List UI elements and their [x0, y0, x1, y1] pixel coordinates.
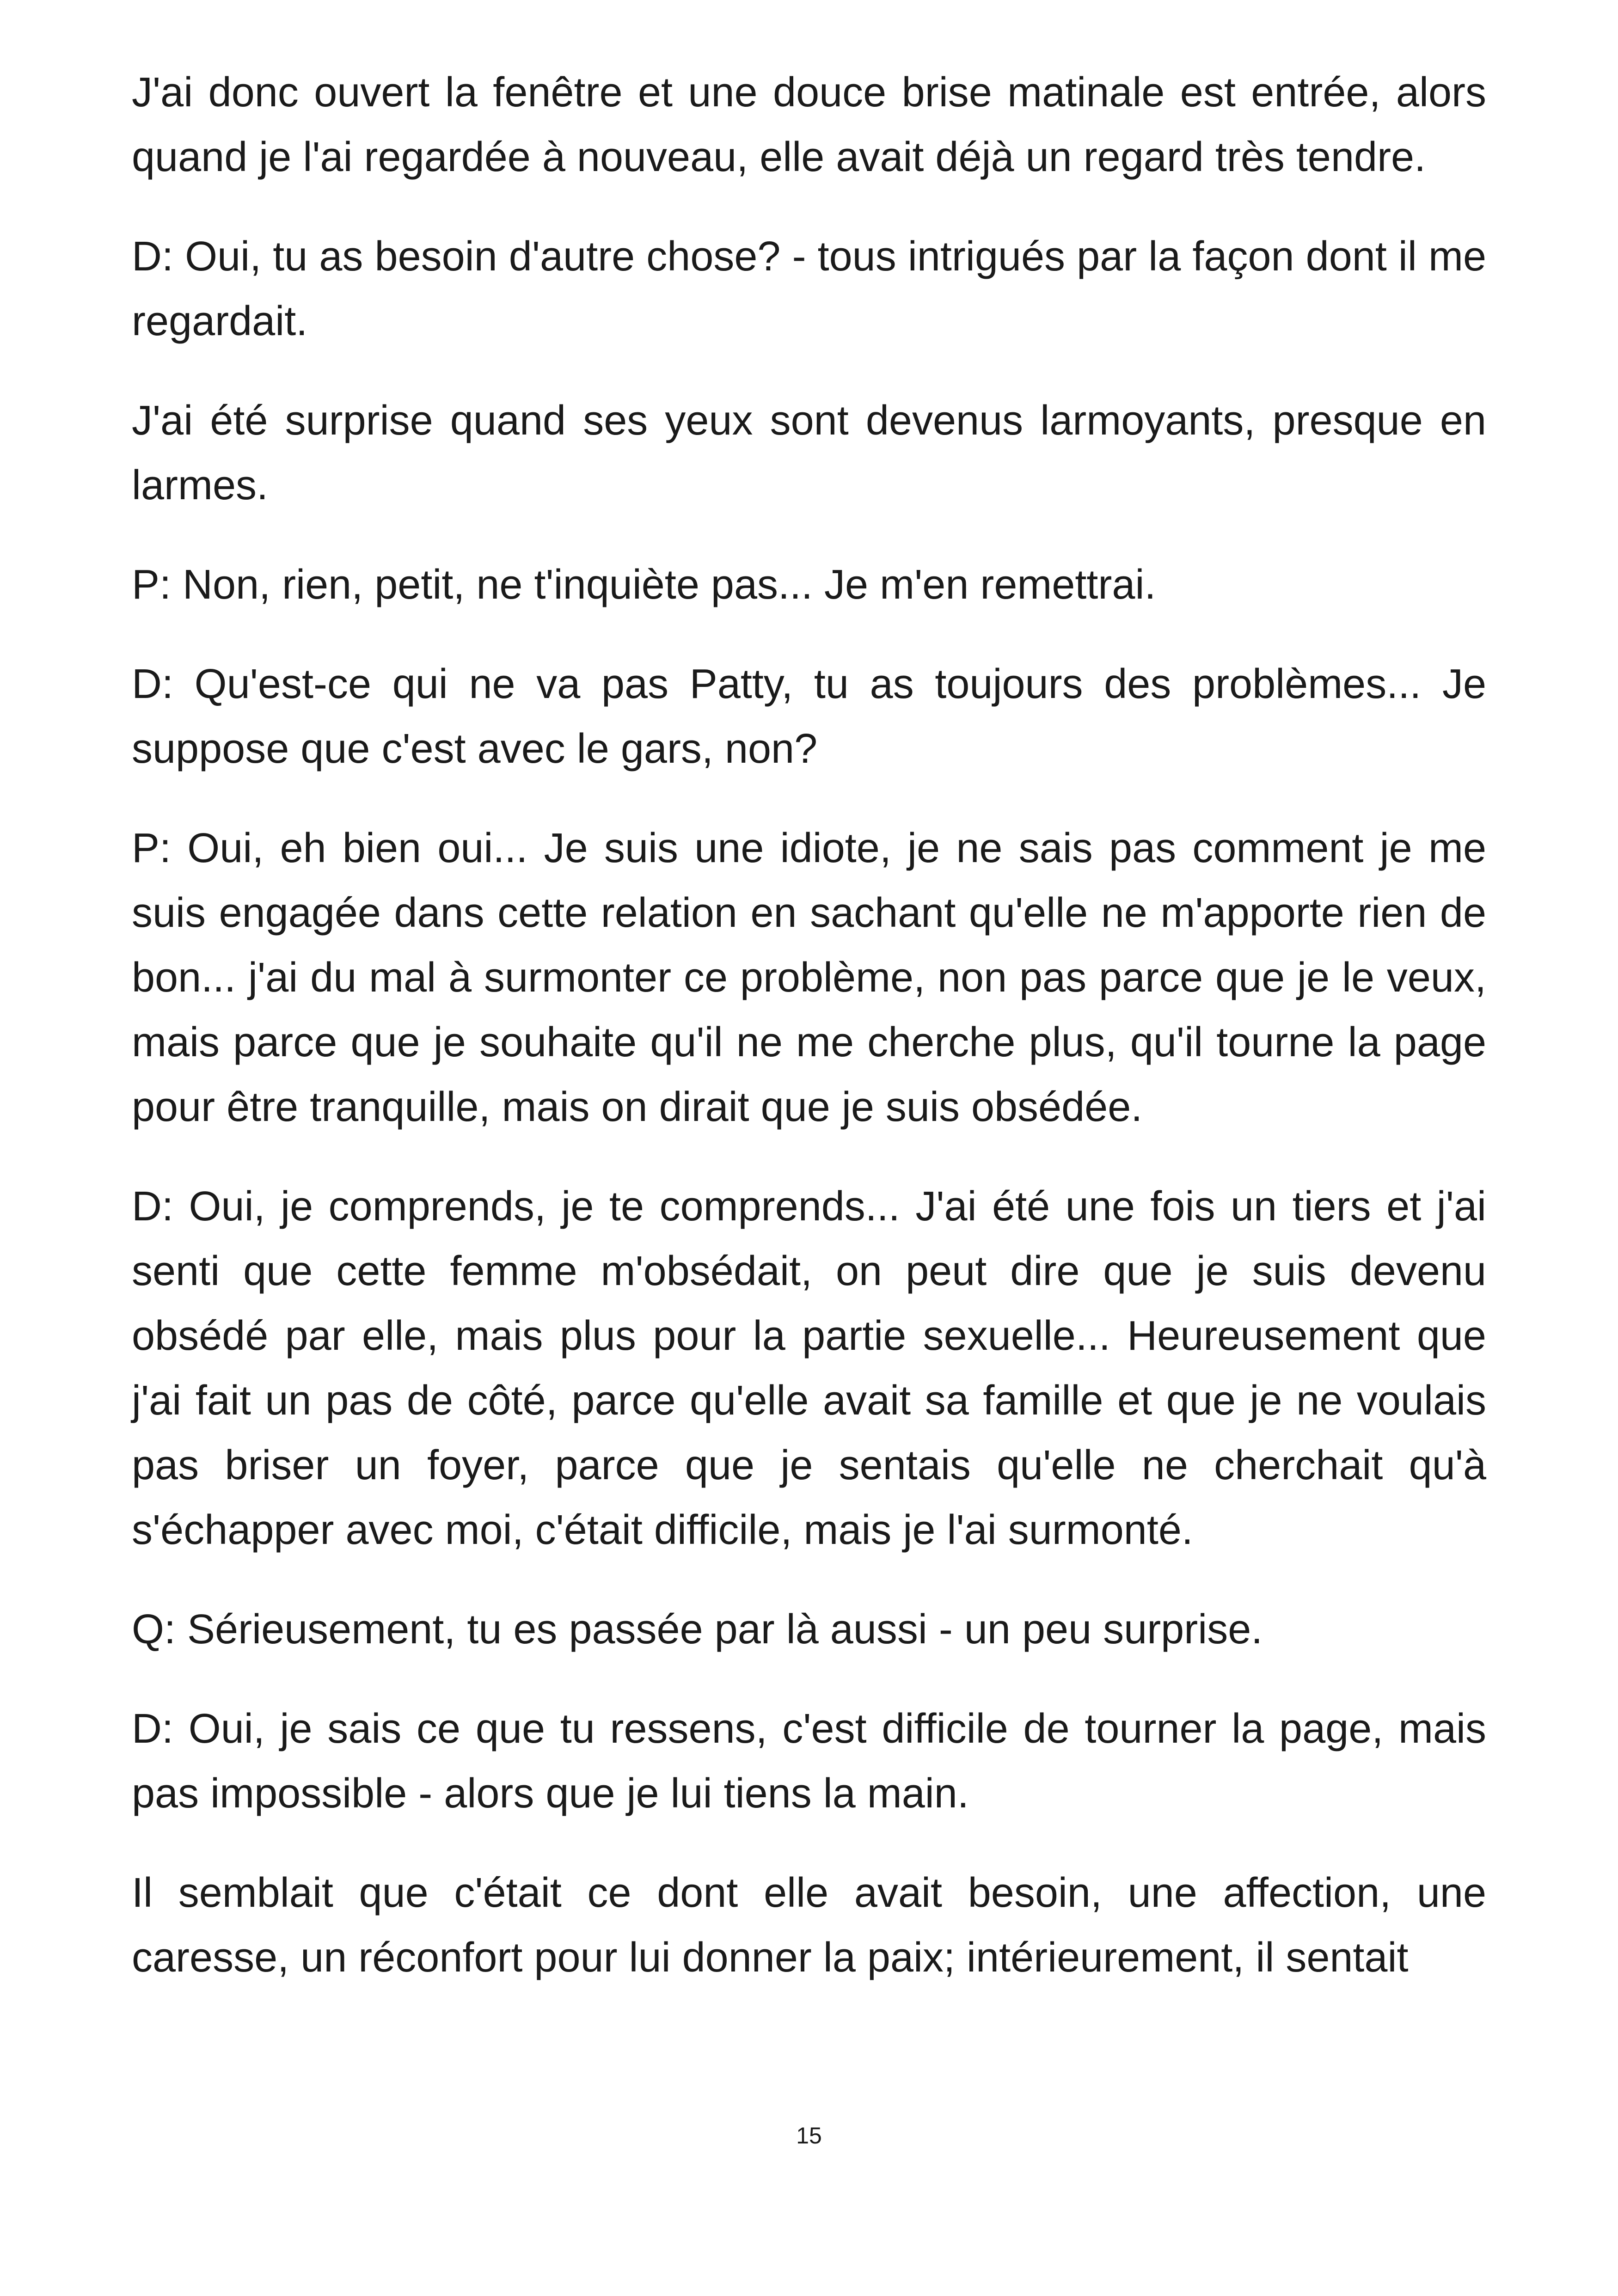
paragraph: D: Qu'est-ce qui ne va pas Patty, tu as toujours des problèmes... Je suppose que c'est avec le gars, non?: [132, 661, 1486, 772]
paragraph: D: Oui, tu as besoin d'autre chose? - tous intrigués par la façon dont il me regardait.: [132, 233, 1486, 344]
page-number: 15: [796, 2123, 822, 2149]
paragraph: J'ai donc ouvert la fenêtre et une douce brise matinale est entrée, alors quand je l'ai regardée à nouveau, elle avait déjà un regard très tendre.: [132, 69, 1486, 180]
paragraph: Q: Sérieusement, tu es passée par là aussi - un peu surprise.: [132, 1606, 1263, 1653]
paragraph: P: Oui, eh bien oui... Je suis une idiote, je ne sais pas comment je me suis engagée dans cette relation en sachant qu'elle ne m'apporte rien de bon... j'ai du mal à surmonter ce problème, non pas parce que je le veux, mais parce que je souhaite qu'il ne me cherche plus, qu'il tourne la page pour être tranquille, mais on dirait que je suis obsédée.: [132, 825, 1486, 1130]
paragraph: Il semblait que c'était ce dont elle avait besoin, une affection, une caresse, un réconfort pour lui donner la paix; intérieurement, il sentait: [132, 1870, 1486, 1981]
body-text: [132, 60, 1486, 2025]
paragraph: D: Oui, je sais ce que tu ressens, c'est difficile de tourner la page, mais pas impossible - alors que je lui tiens la main.: [132, 1706, 1486, 1817]
paragraph: J'ai été surprise quand ses yeux sont devenus larmoyants, presque en larmes.: [132, 398, 1486, 508]
paragraph: D: Oui, je comprends, je te comprends... J'ai été une fois un tiers et j'ai senti que cette femme m'obsédait, on peut dire que je suis devenu obsédé par elle, mais plus pour la partie sexuelle... Heureusement que j'ai fait un pas de côté, parce qu'elle avait sa famille et que je ne voulais pas briser un foyer, parce que je sentais qu'elle ne cherchait qu'à s'échapper avec moi, c'était difficile, mais je l'ai surmonté.: [132, 1183, 1486, 1553]
paragraph: P: Non, rien, petit, ne t'inquiète pas... Je m'en remettrai.: [132, 562, 1156, 608]
